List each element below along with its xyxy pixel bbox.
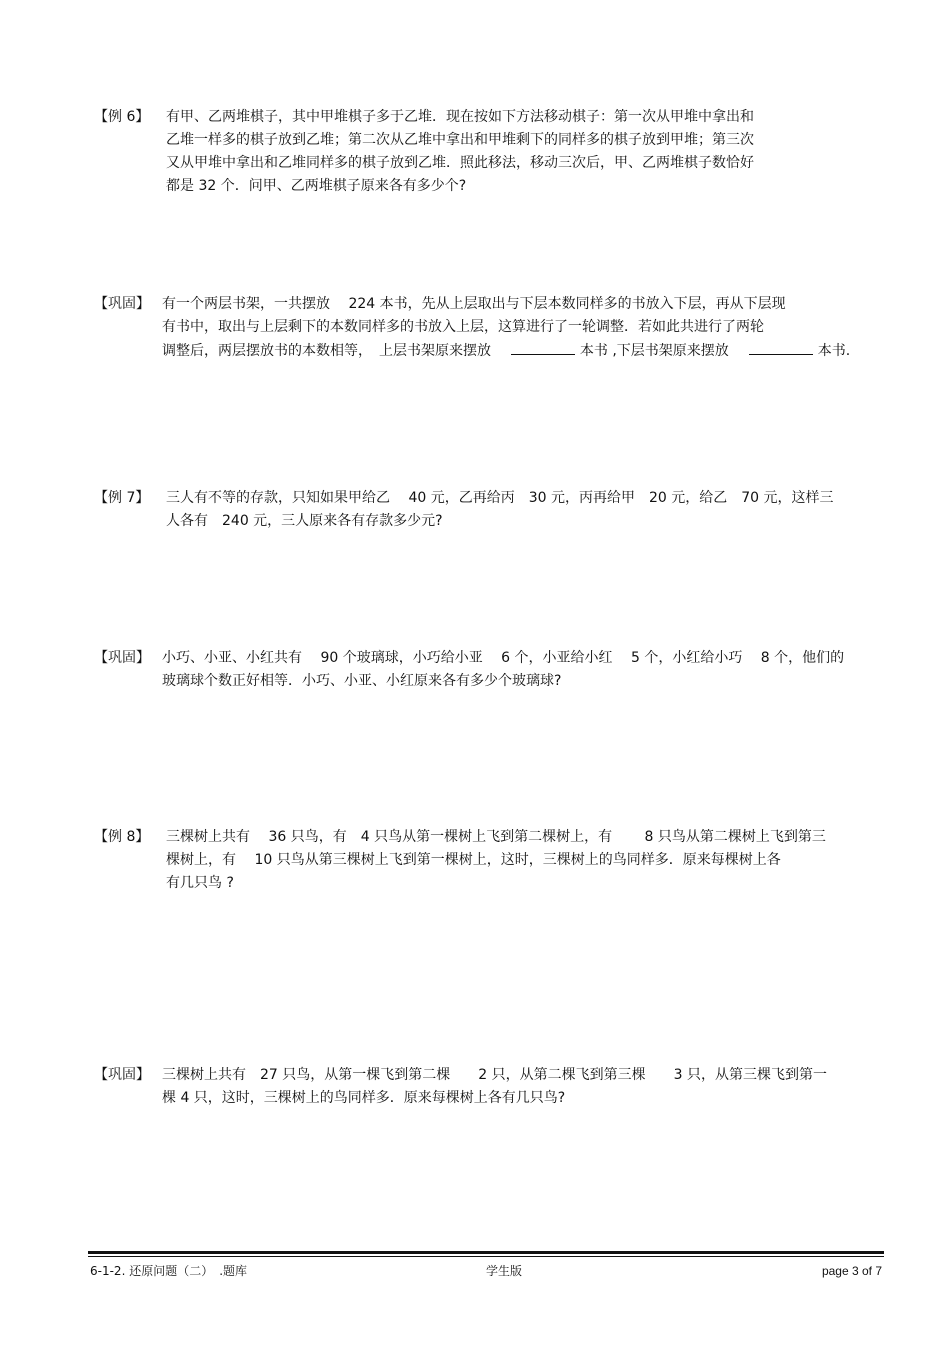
footer-divider-thin xyxy=(88,1256,884,1257)
problem-text-line-with-blanks xyxy=(162,339,850,363)
problem-text-line: 有甲、乙两堆棋子，其中甲堆棋子多于乙堆．现在按如下方法移动棋子：第一次从甲堆中拿出和 xyxy=(166,109,754,125)
footer-left-title: 6-1-2. 还原问题（二） .题库 xyxy=(90,1264,248,1278)
problem-text-line: 乙堆一样多的棋子放到乙堆；第二次从乙堆中拿出和甲堆剩下的同样多的棋子放到甲堆；第三次 xyxy=(166,132,754,148)
problem-tag: 【例 7】 xyxy=(94,490,150,506)
footer-divider xyxy=(88,1251,884,1254)
problem-text: 调整后，两层摆放书的本数相等， 上层书架原来摆放 xyxy=(162,343,491,359)
answer-blank-lower-shelf[interactable] xyxy=(749,339,813,355)
problem-text-line: 棵树上，有 10 只鸟从第三棵树上飞到第一棵树上，这时，三棵树上的鸟同样多．原来每棵树上各 xyxy=(166,852,781,868)
problem-text-line: 人各有 240 元，三人原来各有存款多少元? xyxy=(166,513,443,529)
problem-text: 本书 ,下层书架原来摆放 xyxy=(579,343,729,359)
problem-text-line: 有几只鸟 ? xyxy=(166,875,234,891)
problem-text-line: 都是 32 个．问甲、乙两堆棋子原来各有多少个? xyxy=(166,178,467,194)
footer-edition: 学生版 xyxy=(486,1264,523,1278)
problem-tag: 【巩固】 xyxy=(94,650,150,666)
problem-text-line: 有一个两层书架，一共摆放 224 本书，先从上层取出与下层本数同样多的书放入下层，再从下层现 xyxy=(162,296,786,312)
problem-text-line: 三棵树上共有 27 只鸟，从第一棵飞到第二棵 2 只，从第二棵飞到第三棵 3 只，从第三棵飞到第一 xyxy=(162,1067,827,1083)
problem-tag: 【巩固】 xyxy=(94,296,150,312)
problem-text-line: 三棵树上共有 36 只鸟，有 4 只鸟从第一棵树上飞到第二棵树上，有 8 只鸟从第二棵树上飞到第三 xyxy=(166,829,826,845)
problem-text-line: 又从甲堆中拿出和乙堆同样多的棋子放到乙堆．照此移法，移动三次后，甲、乙两堆棋子数恰好 xyxy=(166,155,754,171)
problem-text-line: 棵 4 只，这时，三棵树上的鸟同样多．原来每棵树上各有几只鸟? xyxy=(162,1090,566,1106)
problem-text-line: 小巧、小亚、小红共有 90 个玻璃球，小巧给小亚 6 个，小亚给小红 5 个，小红给小巧 8 个，他们的 xyxy=(162,650,845,666)
answer-blank-upper-shelf[interactable] xyxy=(511,339,575,355)
problem-tag: 【例 8】 xyxy=(94,829,150,845)
footer-page-number: page 3 of 7 xyxy=(821,1264,882,1278)
problem-text-line: 有书中，取出与上层剩下的本数同样多的书放入上层，这算进行了一轮调整．若如此共进行了两轮 xyxy=(162,319,764,335)
problem-text-line: 玻璃球个数正好相等．小巧、小亚、小红原来各有多少个玻璃球? xyxy=(162,673,562,689)
problem-tag: 【例 6】 xyxy=(94,109,150,125)
problem-text: 本书. xyxy=(817,343,851,359)
problem-tag: 【巩固】 xyxy=(94,1067,150,1083)
problem-text-line: 三人有不等的存款，只知如果甲给乙 40 元，乙再给丙 30 元，丙再给甲 20 元，给乙 70 元，这样三 xyxy=(166,490,834,506)
